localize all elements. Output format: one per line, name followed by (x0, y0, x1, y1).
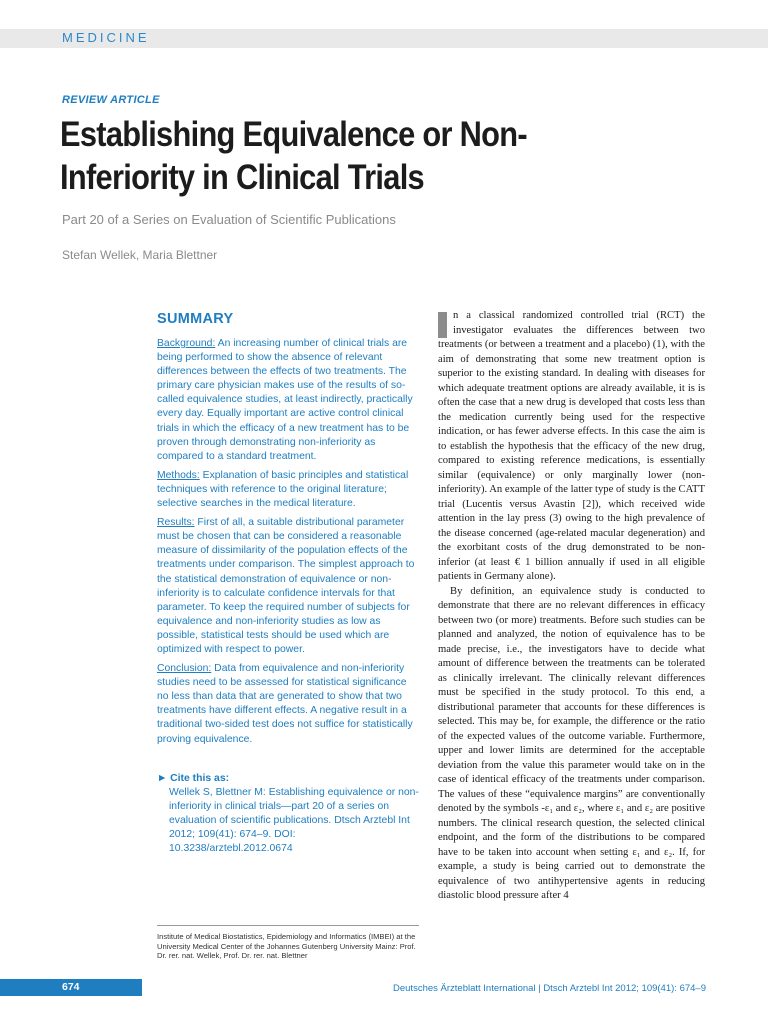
article-subtitle: Part 20 of a Series on Evaluation of Scientific Publications (62, 212, 396, 227)
summary-conclusion-label: Conclusion: (157, 663, 212, 675)
page-number: 674 (62, 981, 80, 993)
body-paragraph-2: By definition, an equivalence study is conducted to demonstrate that there are no relevant differences in efficacy between two (or more) treatments. Before such studies can be planned and analyzed, the notion of equivalence has to be made precise, i.e., the investigators have to decide what amount of difference between the treatments can be tolerated as clinically irrelevant. The clinically relevant differences must be specified in the study protocol. To this end, a distributional parameter that accounts for these differences is selected. This may be, for example, the difference or the ratio of the expected values of the outcome variable. Furthermore, upper and lower limits are determined for the acceptable deviation from the value this parameter would take on in the case of identical efficacy of the treatments under comparison. The values of these “equivalence margins” are conventionally denoted by the symbols -ε₁ and ε₂, where ε₁ and ε₂ are positive numbers. The clinical research question, the selected clinical endpoint, and the form of the distributions to be compared have to be taken into account when setting ε₁ and ε₂. If, for example, a study is being carried out to demonstrate the equivalence of two antihypertensive agents in reducing diastolic blood pressure after 4 (438, 585, 705, 901)
article-type-label: REVIEW ARTICLE (62, 94, 160, 106)
article-title: Establishing Equivalence or Non-Inferiority in Clinical Trials (60, 115, 527, 197)
summary-background-text: An increasing number of clinical trials are being performed to show the absence of relevant differences between the effects of two treatments. The primary care physician makes use of the results of so-called equivalence studies, at least indirectly, practically every day. Equally important are active control clinical trials in which the efficacy of a new treatment has to be proven through demonstrating non-inferiority as compared to a standard treatment. (157, 338, 413, 462)
summary-methods-text: Explanation of basic principles and statistical techniques with reference to the original literature; selective searches in the medical literature. (157, 469, 409, 510)
footnote-divider (157, 925, 419, 926)
citation-block (157, 772, 419, 857)
summary-background-label: Background: (157, 338, 216, 349)
summary-methods (157, 469, 419, 511)
affiliation-footnote: Institute of Medical Biostatistics, Epidemiology and Informatics (IMBEI) at the University Medical Center of the Johannes Gutenberg University Mainz: Prof. Dr. rer. nat. Wellek, Prof. Dr. rer. nat. Blettner (157, 932, 416, 961)
summary-results (157, 516, 419, 657)
summary-background (157, 337, 419, 464)
summary-heading: SUMMARY (157, 311, 234, 327)
summary-results-text: First of all, a suitable distributional parameter must be chosen that can be considered a reasonable measure of dissimilarity of the population effects of the treatments under comparison. The simplest approach to the statistical demonstration of equivalence or non-inferiority is to calculate confidence intervals for that parameter. To keep the required number of subjects for equivalence and non-inferiority studies as low as possible, statistical tests should be used which are optimized with respect to power. (157, 517, 415, 655)
citation-heading: ► Cite this as: (157, 773, 230, 784)
body-paragraph-1-text: n a classical randomized controlled trial (RCT) the investigator evaluates the differences between two treatments (or between a treatment and a placebo) (1), with the aim of demonstrating that some new treatment option is superior to the existing standard. In dealing with diseases for which adequate treatment options are already available, it is is often the case that a new drug is developed that costs less than the medication currently being used for the respective indication, or has fewer adverse effects. In this case the aim is to establish the hypothesis that the efficacy of the new drug, compared to existing reference medications, is essentially similar (equivalence) or only marginally lower (non-inferiority). An example of the latter type of study is the CATT trial (Lucentis versus Avastin [2]), which received wide attention in the lay press (3) owing to the high prevalence of the disease concerned (age-related macular degeneration) and the exorbitant costs of the drug demonstrated to be non-inferior (at least € 1 billion annually if used in all eligible patients in Germany alone). (438, 310, 705, 582)
summary-conclusion (157, 662, 419, 747)
journal-citation-footer: Deutsches Ärzteblatt International | Dtsch Arztebl Int 2012; 109(41): 674–9 (393, 983, 706, 994)
summary-results-label: Results: (157, 517, 195, 529)
summary-box (157, 311, 419, 752)
section-label: MEDICINE (62, 30, 150, 45)
body-paragraph-1 (438, 309, 705, 585)
drop-cap (438, 312, 447, 338)
author-list: Stefan Wellek, Maria Blettner (62, 248, 218, 262)
body-text-column (438, 309, 705, 904)
summary-conclusion-text: Data from equivalence and non-inferiority studies need to be assessed for statistical significance no less than data that are generated to show that two treatments have different effects. A negative result in a traditional two-sided test does not suffice for statistically proving equivalence. (157, 663, 413, 745)
summary-methods-label: Methods: (157, 469, 200, 481)
citation-text: Wellek S, Blettner M: Establishing equivalence or non-inferiority in clinical trials—part 20 of a series on evaluation of scientific publications. Dtsch Arztebl Int 2012; 109(41): 674–9. DOI: 10.3238/arztebl.2012.0674 (169, 787, 419, 855)
